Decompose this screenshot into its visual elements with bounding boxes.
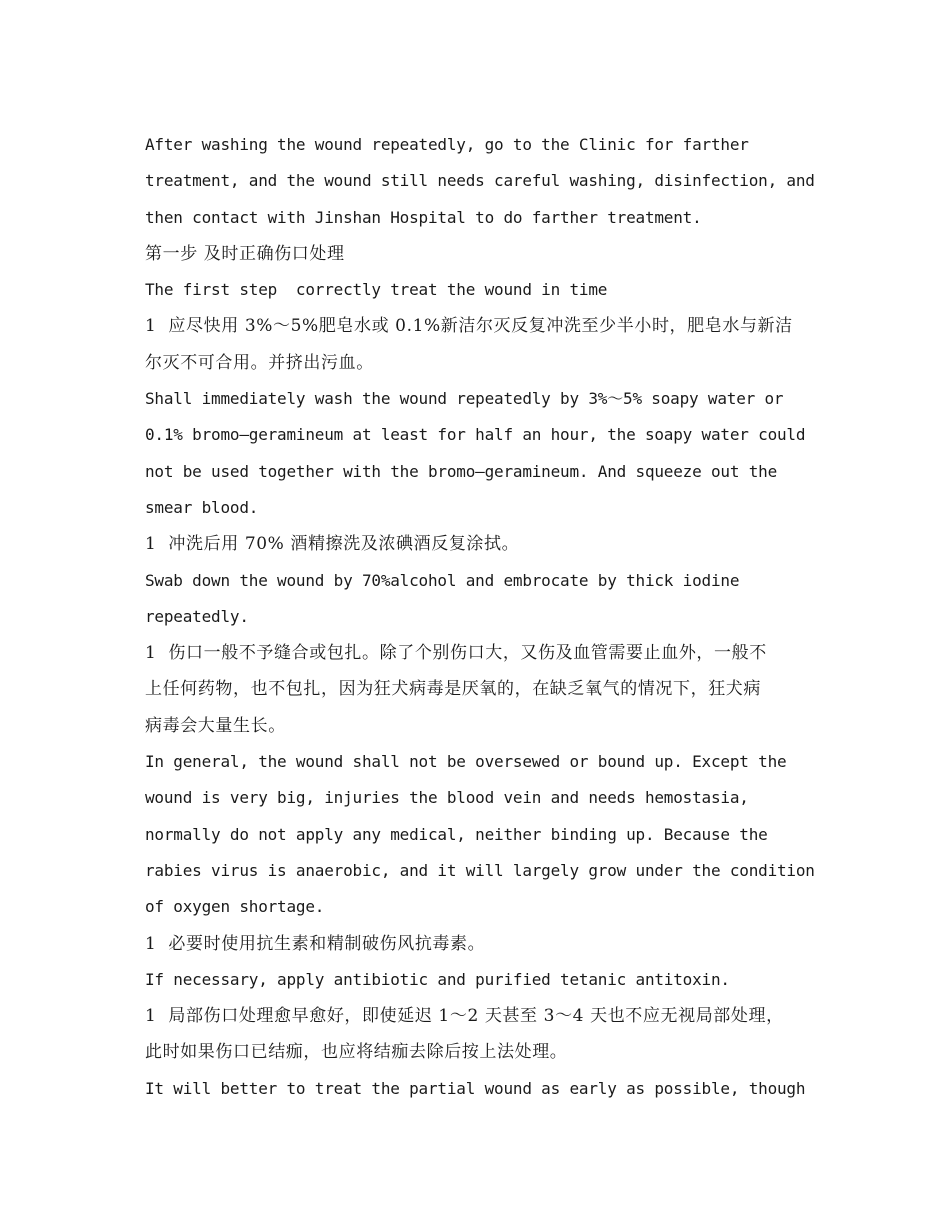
section-heading-en: The first step correctly treat the wound in time (145, 280, 608, 300)
text-line: Shall immediately wash the wound repeatedly by 3%～5% soapy water or (145, 389, 784, 409)
text-line: 1 必要时使用抗生素和精制破伤风抗毒素。 (145, 933, 486, 954)
text-line: then contact with Jinshan Hospital to do farther treatment. (145, 207, 702, 227)
text-line: of oxygen shortage. (145, 897, 325, 917)
text-line: wound is very big, injuries the blood vein and needs hemostasia, (145, 788, 749, 808)
text-line: smear blood. (145, 497, 259, 517)
text-line: In general, the wound shall not be oversewed or bound up. Except the (145, 752, 787, 772)
text-line: If necessary, apply antibiotic and purified tetanic antitoxin. (145, 969, 730, 989)
text-line: normally do not apply any medical, neither binding up. Because the (145, 824, 768, 844)
text-line: not be used together with the bromo—geramineum. And squeeze out the (145, 461, 777, 481)
text-line: 0.1% bromo—geramineum at least for half an hour, the soapy water could (145, 425, 806, 445)
text-line: 1 伤口一般不予缝合或包扎。除了个别伤口大，又伤及血管需要止血外，一般不 (145, 643, 767, 664)
text-line: It will better to treat the partial wound as early as possible, though (145, 1078, 806, 1098)
text-line: 1 应尽快用 3%～5%肥皂水或 0.1%新洁尔灭反复冲洗至少半小时，肥皂水与新洁 (145, 316, 793, 337)
text-line: 1 局部伤口处理愈早愈好，即使延迟 1～2 天甚至 3～4 天也不应无视局部处理， (145, 1006, 784, 1027)
text-line: rabies virus is anaerobic, and it will largely grow under the condition (145, 860, 815, 880)
text-line: 此时如果伤口已结痂，也应将结痂去除后按上法处理。 (145, 1042, 568, 1063)
text-line: 病毒会大量生长。 (145, 715, 286, 736)
section-heading: 第一步 及时正确伤口处理 (145, 243, 345, 264)
text-line: 1 冲洗后用 70% 酒精擦洗及浓碘酒反复涂拭。 (145, 534, 520, 555)
text-line: treatment, and the wound still needs careful washing, disinfection, and (145, 171, 815, 191)
text-line: 尔灭不可合用。并挤出污血。 (145, 352, 374, 373)
text-line: Swab down the wound by 70%alcohol and embrocate by thick iodine (145, 570, 740, 590)
text-line: After washing the wound repeatedly, go to the Clinic for farther (145, 135, 749, 154)
text-line: 上任何药物，也不包扎，因为狂犬病毒是厌氧的，在缺乏氧气的情况下，狂犬病 (145, 679, 761, 700)
text-line: repeatedly. (145, 606, 249, 626)
